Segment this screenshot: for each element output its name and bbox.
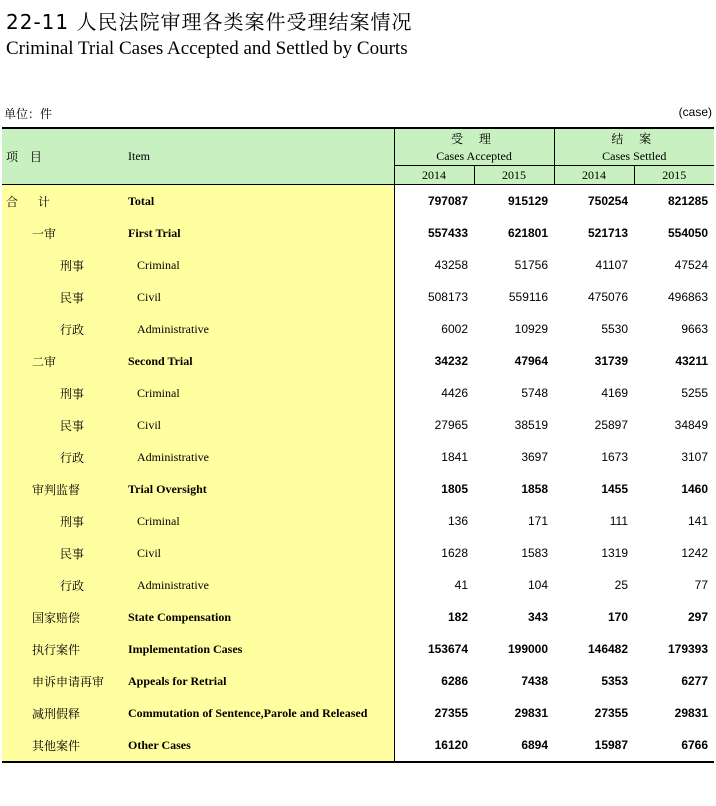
table-cell-value: 170	[607, 610, 629, 624]
row-label-en: Total	[128, 193, 155, 208]
table-row	[2, 249, 714, 281]
year-header-settled-2014: 2014	[554, 166, 634, 185]
table-cell-value: 6894	[474, 729, 554, 762]
table-cell-value: 5353	[601, 674, 629, 688]
table-cell-value: 6002	[394, 313, 474, 345]
table-cell-value: 47964	[514, 354, 549, 368]
table-row	[2, 633, 714, 665]
table-cell-value: 179393	[667, 642, 709, 656]
row-label-cn: 刑事	[60, 514, 85, 529]
row-label-cn: 民事	[60, 418, 85, 433]
row-label-cn: 刑事	[60, 258, 85, 273]
table-cell-value: 750254	[554, 185, 634, 218]
page-title-cn: 22-11 人民法院审理各类案件受理结案情况	[6, 10, 413, 34]
data-table	[2, 127, 714, 763]
table-row	[2, 473, 714, 505]
table-row	[2, 697, 714, 729]
row-label-cn: 审判监督	[32, 482, 81, 497]
column-header-item-en: Item	[122, 128, 394, 185]
table-cell-value: 38519	[514, 418, 549, 432]
table-cell-value: 41	[394, 569, 474, 601]
table-row	[2, 185, 714, 218]
row-label-cn: 刑事	[60, 386, 85, 401]
row-label-en: Implementation Cases	[128, 641, 243, 656]
table-cell-value: 1460	[681, 482, 709, 496]
row-label-cn: 合 计	[6, 194, 58, 209]
year-header-settled-2015: 2015	[634, 166, 714, 185]
column-header-settled-cn: 结 案	[554, 128, 714, 147]
table-cell-value: 10929	[514, 322, 549, 336]
row-label-en: Criminal	[137, 513, 180, 528]
table-cell-value: 141	[688, 514, 709, 528]
table-cell-value: 27965	[394, 409, 474, 441]
table-cell-value: 797087	[394, 185, 474, 218]
table-cell-value: 5530	[601, 322, 629, 336]
table-cell-value: 7438	[521, 674, 549, 688]
table-cell-value: 821285	[634, 185, 714, 218]
table-cell-value: 1805	[394, 473, 474, 505]
table-row	[2, 537, 714, 569]
unit-label-en: (case)	[678, 105, 712, 119]
table-cell-value: 34849	[674, 418, 709, 432]
table-cell-value: 621801	[507, 226, 549, 240]
row-label-cn: 其他案件	[32, 738, 81, 753]
row-label-en: Criminal	[137, 385, 180, 400]
table-cell-value: 153674	[394, 633, 474, 665]
row-label-cn: 民事	[60, 290, 85, 305]
table-row	[2, 281, 714, 313]
table-row	[2, 665, 714, 697]
row-label-en: Administrative	[137, 449, 209, 464]
table-cell-value: 171	[527, 514, 549, 528]
table-cell-value: 29831	[514, 706, 549, 720]
table-cell-value: 29831	[674, 706, 709, 720]
table-cell-value: 43258	[394, 249, 474, 281]
table-cell-value: 521713	[587, 226, 629, 240]
table-cell-value: 43211	[675, 354, 709, 368]
row-label-cn: 行政	[60, 578, 85, 593]
table-cell-value: 4426	[394, 377, 474, 409]
table-cell-value: 51756	[514, 258, 549, 272]
table-cell-value: 25897	[594, 418, 629, 432]
table-cell-value: 1455	[601, 482, 629, 496]
table-cell-value: 4169	[601, 386, 629, 400]
table-cell-value: 34232	[394, 345, 474, 377]
row-label-cn: 行政	[60, 322, 85, 337]
page-title-en: Criminal Trial Cases Accepted and Settled by Courts	[6, 38, 408, 59]
table-row	[2, 441, 714, 473]
table-cell-value: 1841	[394, 441, 474, 473]
year-header-accepted-2014: 2014	[394, 166, 474, 185]
table-cell-value: 1583	[521, 546, 549, 560]
table-cell-value: 559116	[508, 290, 549, 304]
table-cell-value: 25	[614, 578, 629, 592]
table-row	[2, 409, 714, 441]
table-row	[2, 505, 714, 537]
table-cell-value: 77	[694, 578, 709, 592]
row-label-cn: 二审	[32, 354, 57, 369]
table-cell-value: 557433	[394, 217, 474, 249]
table-cell-value: 1858	[521, 482, 549, 496]
table-row	[2, 313, 714, 345]
row-label-en: State Compensation	[128, 609, 232, 624]
table-cell-value: 1319	[601, 546, 629, 560]
year-header-accepted-2015: 2015	[474, 166, 554, 185]
row-label-en: Administrative	[137, 321, 209, 336]
table-cell-value: 199000	[507, 642, 549, 656]
row-label-cn: 申诉申请再审	[32, 674, 105, 689]
row-label-en: First Trial	[128, 225, 181, 240]
table-cell-value: 146482	[587, 642, 629, 656]
row-label-cn: 民事	[60, 546, 85, 561]
table-cell-value: 496863	[667, 290, 709, 304]
table-cell-value: 182	[394, 601, 474, 633]
table-cell-value: 343	[527, 610, 549, 624]
table-cell-value: 136	[394, 505, 474, 537]
row-label-cn: 一审	[32, 226, 57, 241]
table-cell-value: 9663	[681, 322, 709, 336]
table-cell-value: 27355	[594, 706, 629, 720]
table-row	[2, 569, 714, 601]
table-row	[2, 377, 714, 409]
row-label-en: Civil	[137, 289, 162, 304]
table-cell-value: 6286	[394, 665, 474, 697]
table-row	[2, 729, 714, 762]
table-cell-value: 1628	[394, 537, 474, 569]
table-cell-value: 297	[688, 610, 709, 624]
table-cell-value: 31739	[594, 354, 629, 368]
row-label-en: Civil	[137, 417, 162, 432]
row-label-en: Second Trial	[128, 353, 193, 368]
table-cell-value: 5748	[521, 386, 549, 400]
table-cell-value: 3107	[681, 450, 709, 464]
table-cell-value: 1242	[681, 546, 709, 560]
column-header-accepted-en: Cases Accepted	[394, 147, 554, 166]
table-cell-value: 47524	[674, 258, 709, 272]
row-label-en: Other Cases	[128, 737, 191, 752]
table-cell-value: 111	[609, 514, 629, 528]
column-header-item-cn: 项 目	[2, 128, 122, 185]
table-cell-value: 27355	[394, 697, 474, 729]
column-header-accepted-cn: 受 理	[394, 128, 554, 147]
table-cell-value: 41107	[595, 258, 629, 272]
table-cell-value: 475076	[587, 290, 629, 304]
table-cell-value: 15987	[554, 729, 634, 762]
column-header-settled-en: Cases Settled	[554, 147, 714, 166]
table-cell-value: 16120	[394, 729, 474, 762]
table-body	[2, 185, 714, 763]
row-label-cn: 行政	[60, 450, 85, 465]
row-label-cn: 执行案件	[32, 642, 81, 657]
row-label-en: Trial Oversight	[128, 481, 207, 496]
table-row	[2, 217, 714, 249]
table-row	[2, 601, 714, 633]
table-cell-value: 104	[527, 578, 549, 592]
table-cell-value: 1673	[601, 450, 629, 464]
table-cell-value: 5255	[681, 386, 709, 400]
table-row	[2, 345, 714, 377]
row-label-cn: 国家赔偿	[32, 610, 81, 625]
row-label-en: Appeals for Retrial	[128, 673, 227, 688]
header-row-top	[2, 128, 714, 147]
row-label-cn: 减刑假释	[32, 706, 81, 721]
row-label-en: Administrative	[137, 577, 209, 592]
table-cell-value: 3697	[521, 450, 549, 464]
row-label-en: Criminal	[137, 257, 180, 272]
table-cell-value: 6766	[634, 729, 714, 762]
table-cell-value: 508173	[394, 281, 474, 313]
row-label-en: Civil	[137, 545, 162, 560]
unit-label-cn: 单位：件	[4, 107, 53, 121]
row-label-en: Commutation of Sentence,Parole and Released	[128, 705, 368, 720]
table-cell-value: 915129	[474, 185, 554, 218]
table-cell-value: 554050	[667, 226, 709, 240]
table-cell-value: 6277	[681, 674, 709, 688]
